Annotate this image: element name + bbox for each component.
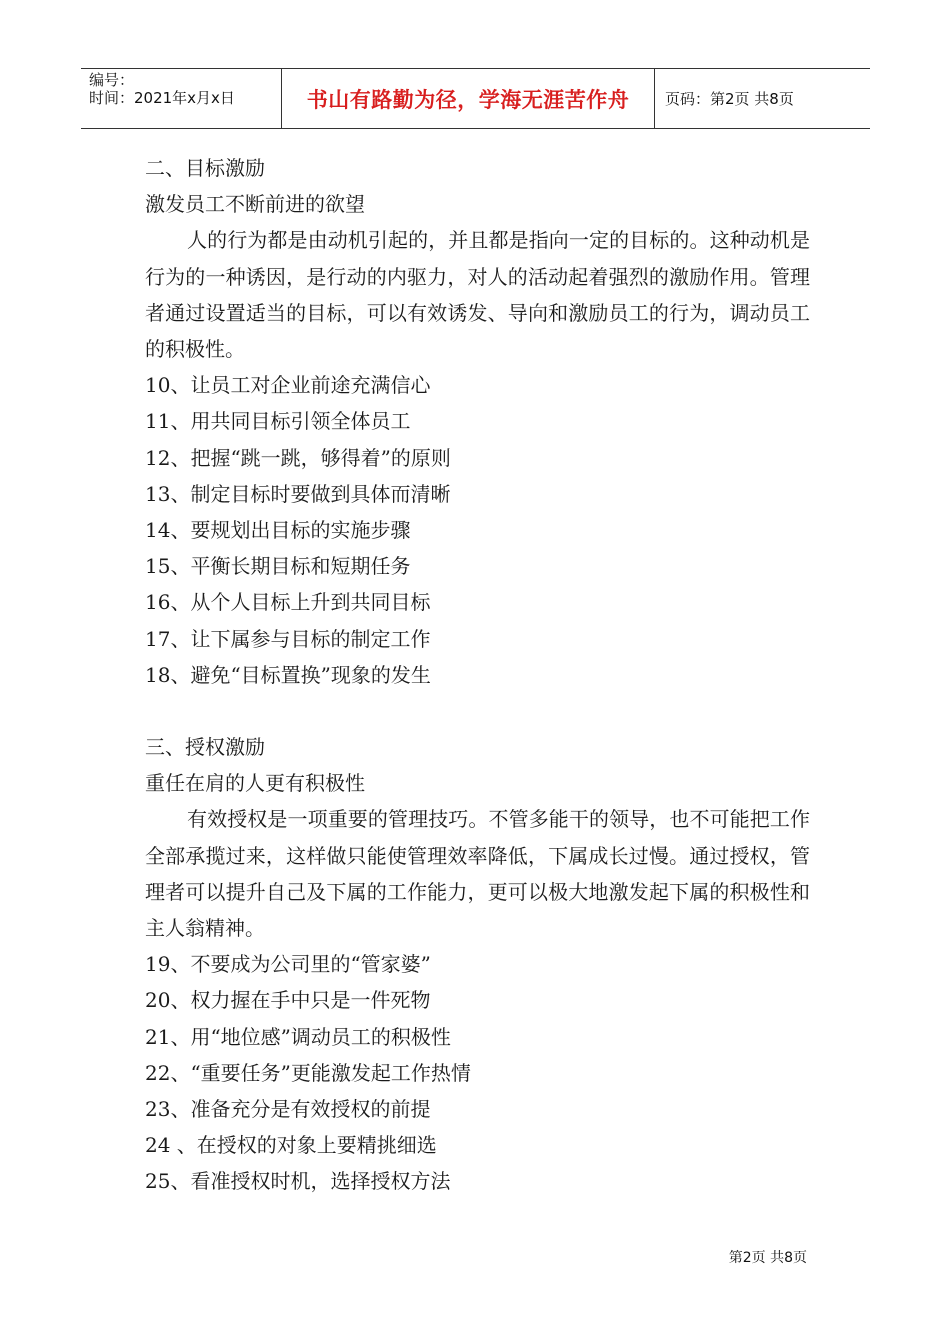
list-item: 16、从个人目标上升到共同目标 [145, 590, 431, 615]
header-motto: 书山有路勤为径，学海无涯苦作舟 [282, 69, 655, 128]
page-header [81, 68, 870, 129]
list-item: 14、要规划出目标的实施步骤 [145, 517, 411, 542]
page-footer: 第2页 共8页 [728, 1250, 807, 1266]
list-item: 10、让员工对企业前途充满信心 [145, 373, 431, 398]
list-item: 18、避免“目标置换”现象的发生 [145, 662, 431, 687]
list-item: 22、“重要任务”更能激发起工作热情 [145, 1060, 471, 1085]
list-item: 15、平衡长期目标和短期任务 [145, 554, 411, 579]
list-item: 19、不要成为公司里的“管家婆” [145, 952, 431, 977]
list-item: 23、准备充分是有效授权的前提 [145, 1097, 431, 1121]
list-item: 20、权力握在手中只是一件死物 [145, 988, 431, 1013]
section-paragraph: 人的行为都是由动机引起的，并且都是指向一定的目标的。这种动机是行为的一种诱因，是行动的内驱力，对人的活动起着强烈的激励作用。管理者通过设置适当的目标，可以有效诱发、导向和激励员工的行为，调动员工的积极性。 [145, 228, 810, 361]
list-item: 12、把握“跳一跳，够得着”的原则 [145, 445, 451, 470]
section-spacer [145, 693, 810, 729]
list-item: 25、看准授权时机，选择授权方法 [145, 1169, 451, 1194]
section-paragraph: 有效授权是一项重要的管理技巧。不管多能干的领导，也不可能把工作全部承揽过来，这样做只能使管理效率降低，下属成长过慢。通过授权，管理者可以提升自己及下属的工作能力，更可以极大地激发起下属的积极性和主人翁精神。 [145, 807, 810, 941]
list-item: 13、制定目标时要做到具体而清晰 [145, 481, 451, 506]
header-time-label: 时间：2021年x月x日 [89, 89, 235, 107]
section-title: 三、授权激励 [145, 735, 265, 760]
document-body [145, 150, 810, 1200]
list-item: 24 、在授权的对象上要精挑细选 [145, 1133, 437, 1158]
list-item: 17、让下属参与目标的制定工作 [145, 626, 431, 651]
section-subtitle: 重任在肩的人更有积极性 [145, 771, 365, 796]
header-number-label: 编号： [89, 71, 135, 89]
section-subtitle: 激发员工不断前进的欲望 [145, 192, 365, 217]
list-item: 21、用“地位感”调动员工的积极性 [145, 1024, 451, 1049]
list-item: 11、用共同目标引领全体员工 [145, 409, 411, 434]
section-title: 二、目标激励 [145, 156, 265, 180]
header-meta [81, 69, 282, 128]
header-page-info: 页码：第2页 共8页 [665, 90, 794, 108]
